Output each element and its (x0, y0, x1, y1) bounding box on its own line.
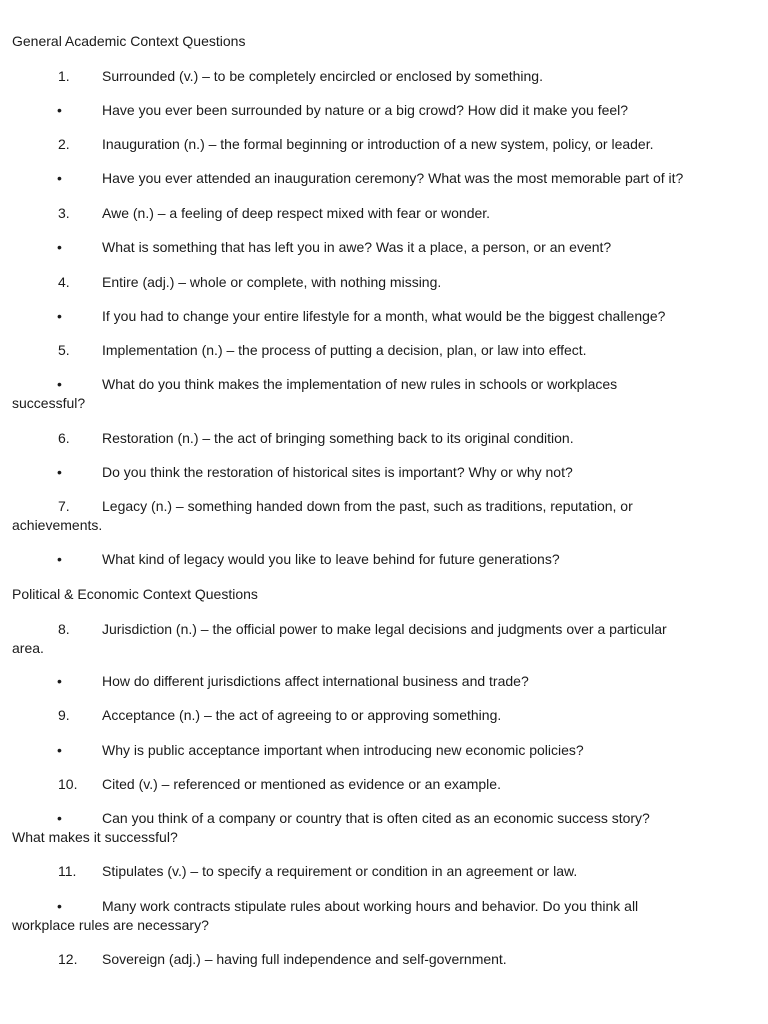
question-text: What kind of legacy would you like to leave behind for future generations? (102, 551, 560, 567)
vocab-definition: Surrounded (v.) – to be completely encircled or enclosed by something. (102, 68, 543, 84)
question-text: Many work contracts stipulate rules about working hours and behavior. Do you think all (102, 898, 639, 914)
bullet-icon: • (57, 308, 62, 324)
bullet-icon: • (57, 898, 62, 914)
bullet-icon: • (57, 102, 62, 118)
vocab-definition-continuation: area. (12, 640, 44, 656)
bullet-icon: • (57, 551, 62, 567)
bullet-icon: • (57, 170, 62, 186)
item-number: 7. (58, 498, 70, 514)
vocab-definition: Implementation (n.) – the process of putting a decision, plan, or law into effect. (102, 342, 587, 358)
vocab-definition: Inauguration (n.) – the formal beginning or introduction of a new system, policy, or leader. (102, 136, 654, 152)
vocab-definition: Awe (n.) – a feeling of deep respect mixed with fear or wonder. (102, 205, 491, 221)
section-heading-academic: General Academic Context Questions (12, 33, 246, 49)
vocab-definition: Acceptance (n.) – the act of agreeing to or approving something. (102, 707, 502, 723)
question-text: Have you ever attended an inauguration ceremony? What was the most memorable part of it? (102, 170, 684, 186)
bullet-icon: • (57, 464, 62, 480)
vocab-definition: Sovereign (adj.) – having full independence and self-government. (102, 951, 507, 967)
bullet-icon: • (57, 673, 62, 689)
item-number: 11. (58, 863, 77, 879)
vocab-definition: Stipulates (v.) – to specify a requirement or condition in an agreement or law. (102, 863, 578, 879)
bullet-icon: • (57, 376, 62, 392)
question-text: If you had to change your entire lifestyle for a month, what would be the biggest challenge? (102, 308, 666, 324)
question-text-continuation: What makes it successful? (12, 829, 178, 845)
question-text: Why is public acceptance important when introducing new economic policies? (102, 742, 584, 758)
section-heading-political: Political & Economic Context Questions (12, 586, 258, 602)
item-number: 5. (58, 342, 70, 358)
question-text: What do you think makes the implementation of new rules in schools or workplaces (102, 376, 618, 392)
question-text-continuation: successful? (12, 395, 86, 411)
item-number: 6. (58, 430, 70, 446)
item-number: 8. (58, 621, 70, 637)
question-text: Do you think the restoration of historical sites is important? Why or why not? (102, 464, 573, 480)
item-number: 9. (58, 707, 70, 723)
question-text: What is something that has left you in awe? Was it a place, a person, or an event? (102, 239, 612, 255)
bullet-icon: • (57, 239, 62, 255)
vocab-definition: Jurisdiction (n.) – the official power to make legal decisions and judgments over a particular (102, 621, 667, 637)
item-number: 4. (58, 274, 70, 290)
item-number: 2. (58, 136, 70, 152)
vocab-definition: Legacy (n.) – something handed down from the past, such as traditions, reputation, or (102, 498, 633, 514)
question-text: Can you think of a company or country that is often cited as an economic success story? (102, 810, 650, 826)
question-text-continuation: workplace rules are necessary? (12, 917, 209, 933)
vocab-definition-continuation: achievements. (12, 517, 103, 533)
item-number: 3. (58, 205, 70, 221)
question-text: How do different jurisdictions affect international business and trade? (102, 673, 529, 689)
item-number: 1. (58, 68, 70, 84)
item-number: 10. (58, 776, 78, 792)
vocab-definition: Restoration (n.) – the act of bringing something back to its original condition. (102, 430, 574, 446)
bullet-icon: • (57, 810, 62, 826)
bullet-icon: • (57, 742, 62, 758)
vocab-definition: Cited (v.) – referenced or mentioned as evidence or an example. (102, 776, 501, 792)
item-number: 12. (58, 951, 78, 967)
vocab-definition: Entire (adj.) – whole or complete, with nothing missing. (102, 274, 442, 290)
question-text: Have you ever been surrounded by nature or a big crowd? How did it make you feel? (102, 102, 629, 118)
